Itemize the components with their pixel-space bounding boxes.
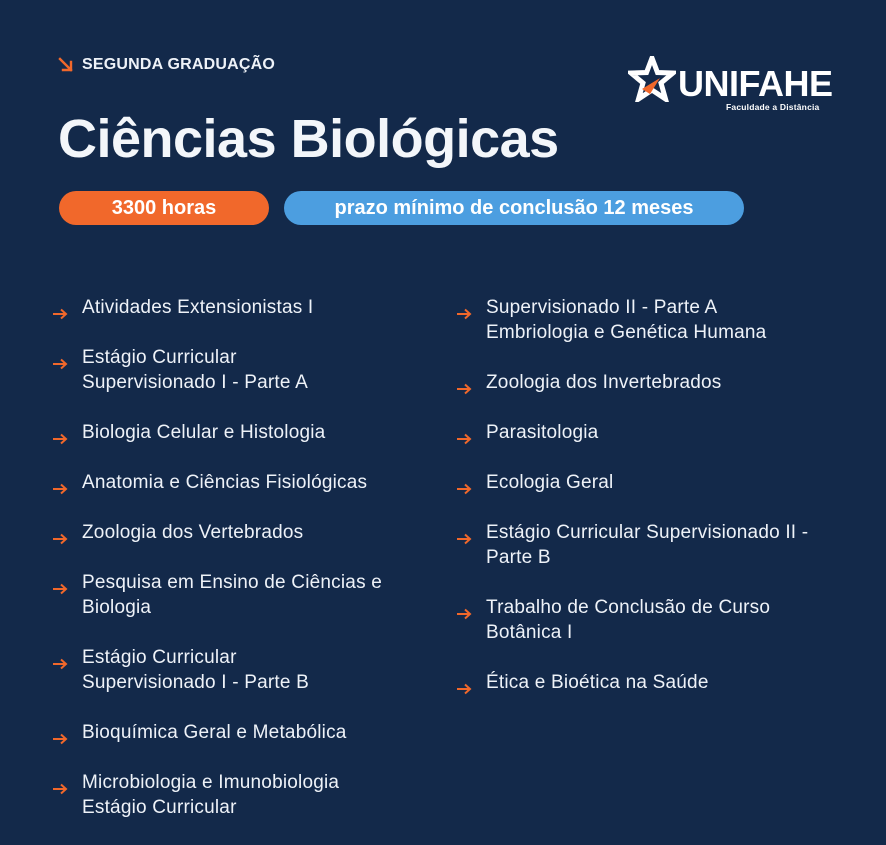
list-item-label: Estágio Curricular Supervisionado I - Parte B (82, 647, 309, 693)
list-item (456, 295, 856, 345)
list-item (52, 420, 432, 445)
list-item (456, 470, 856, 495)
page-title: Ciências Biológicas (58, 109, 559, 169)
list-item-label: Anatomia e Ciências Fisiológicas (82, 472, 368, 493)
list-item (456, 670, 856, 695)
arrow-right-icon (52, 533, 68, 545)
list-item-label: Trabalho de Conclusão de Curso Botânica I (486, 597, 771, 643)
list-item-label: Estágio Curricular Supervisionado II - Parte B (486, 522, 809, 568)
list-item-label: Pesquisa em Ensino de Ciências e Biologia (82, 572, 383, 618)
list-item (52, 570, 432, 620)
list-item (456, 595, 856, 645)
hours-badge: 3300 horas (59, 191, 269, 225)
list-item-label: Estágio Curricular Supervisionado I - Parte A (82, 347, 308, 393)
arrow-right-icon (52, 358, 68, 370)
list-item (52, 470, 432, 495)
logo-tagline: Faculdade a Distância (726, 102, 820, 112)
eyebrow-label: SEGUNDA GRADUAÇÃO (82, 56, 276, 73)
logo-wordmark: UNIFAHE (678, 63, 833, 104)
list-item (52, 645, 432, 695)
list-item-label: Biologia Celular e Histologia (82, 422, 326, 443)
arrow-right-icon (52, 783, 68, 795)
arrow-right-icon (52, 733, 68, 745)
list-item (52, 295, 432, 320)
list-item-label: Parasitologia (486, 422, 599, 443)
arrow-right-icon (52, 483, 68, 495)
eyebrow (58, 56, 275, 74)
list-item-label: Zoologia dos Invertebrados (486, 372, 722, 393)
list-item-label: Zoologia dos Vertebrados (82, 522, 304, 543)
star-icon (628, 56, 676, 102)
arrow-right-icon (52, 308, 68, 320)
arrow-right-icon (456, 383, 472, 395)
arrow-right-icon (456, 533, 472, 545)
list-item-label: Ecologia Geral (486, 472, 614, 493)
subject-list-right (456, 295, 856, 720)
list-item (52, 345, 432, 395)
arrow-right-icon (456, 433, 472, 445)
list-item (456, 420, 856, 445)
arrow-right-icon (456, 608, 472, 620)
list-item-label: Supervisionado II - Parte A Embriologia e Genética Humana (486, 297, 767, 343)
arrow-right-icon (456, 483, 472, 495)
arrow-right-icon (456, 308, 472, 320)
list-item-label: Microbiologia e Imunobiologia Estágio Curricular (82, 772, 340, 818)
list-item (456, 370, 856, 395)
list-item (52, 520, 432, 545)
list-item (52, 720, 432, 745)
logo (628, 56, 838, 118)
arrow-right-icon (52, 583, 68, 595)
deadline-badge: prazo mínimo de conclusão 12 meses (284, 191, 744, 225)
subject-list-left (52, 295, 432, 845)
arrow-right-icon (52, 433, 68, 445)
arrow-down-right-icon (58, 57, 74, 73)
list-item-label: Bioquímica Geral e Metabólica (82, 722, 347, 743)
list-item (456, 520, 856, 570)
list-item-label: Ética e Bioética na Saúde (486, 672, 709, 693)
list-item (52, 770, 432, 820)
arrow-right-icon (52, 658, 68, 670)
list-item-label: Atividades Extensionistas I (82, 297, 314, 318)
arrow-right-icon (456, 683, 472, 695)
